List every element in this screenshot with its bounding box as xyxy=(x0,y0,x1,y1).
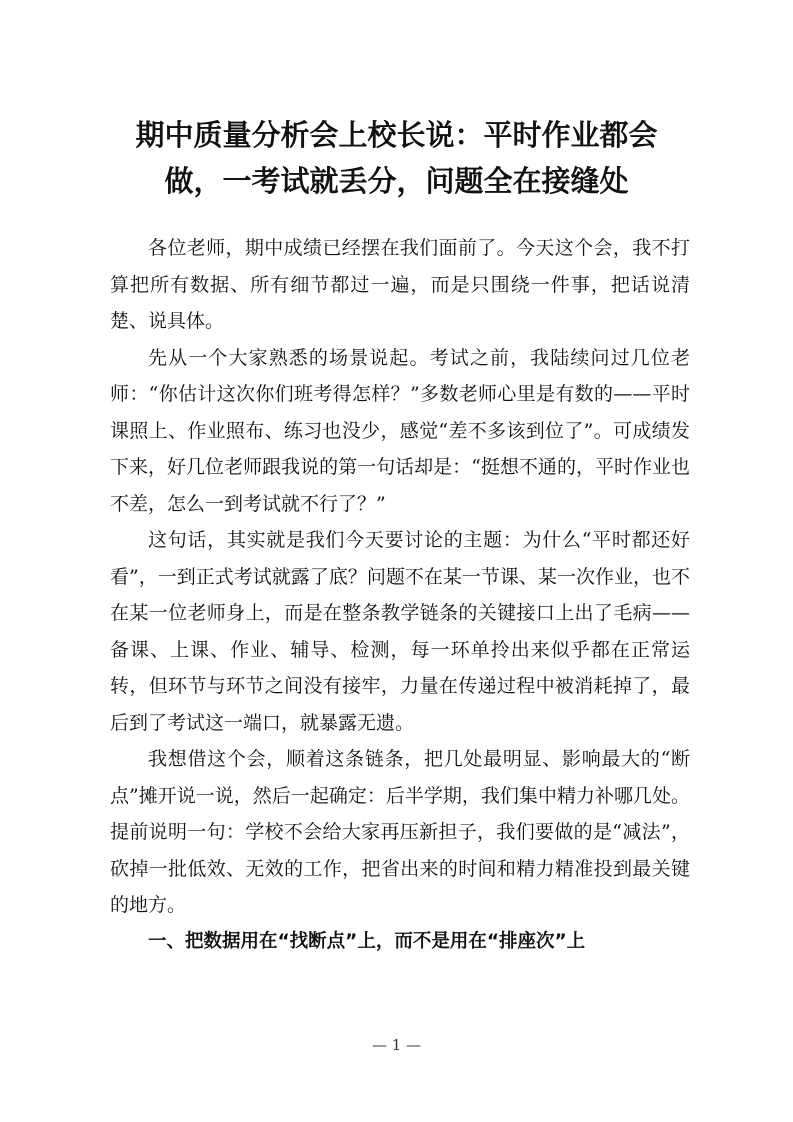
paragraph-1: 各位老师，期中成绩已经摆在我们面前了。今天这个会，我不打算把所有数据、所有细节都过一遍，而是只围绕一件事，把话说清楚、说具体。 xyxy=(110,237,690,332)
paragraph-3: 这句话，其实就是我们今天要讨论的主题：为什么“平时都还好看”，一到正式考试就露了底？问题不在某一节课、某一次作业，也不在某一位老师身上，而是在整条教学链条的关键接口上出了毛病——备课、上课、作业、辅导、检测，每一环单拎出来似乎都在正常运转，但环节与环节之间没有接牢，力量在传递过程中被消耗掉了，最后到了考试这一端口，就暴露无遗。 xyxy=(110,529,690,734)
document-title xyxy=(100,112,693,204)
paragraph-2: 先从一个大家熟悉的场景说起。考试之前，我陆续问过几位老师：“你估计这次你们班考得怎样？”多数老师心里是有数的——平时课照上、作业照布、练习也没少，感觉“差不多该到位了”。可成绩发下来，好几位老师跟我说的第一句话却是：“挺想不通的，平时作业也不差，怎么一到考试就不行了？” xyxy=(110,346,690,515)
section-heading: 一、把数据用在“找断点”上，而不是用在“排座次”上 xyxy=(148,930,586,952)
title-line-1: 期中质量分析会上校长说：平时作业都会 xyxy=(135,118,658,152)
document-body xyxy=(110,230,690,960)
title-line-2: 做，一考试就丢分，问题全在接缝处 xyxy=(164,164,629,198)
page-number: — 1 — xyxy=(371,1036,422,1054)
paragraph-4: 我想借这个会，顺着这条链条，把几处最明显、影响最大的“断点”摊开说一说，然后一起确定：后半学期，我们集中精力补哪几处。提前说明一句：学校不会给大家再压新担子，我们要做的是“减法”，砍掉一批低效、无效的工作，把省出来的时间和精力精准投到最关键的地方。 xyxy=(110,748,690,916)
